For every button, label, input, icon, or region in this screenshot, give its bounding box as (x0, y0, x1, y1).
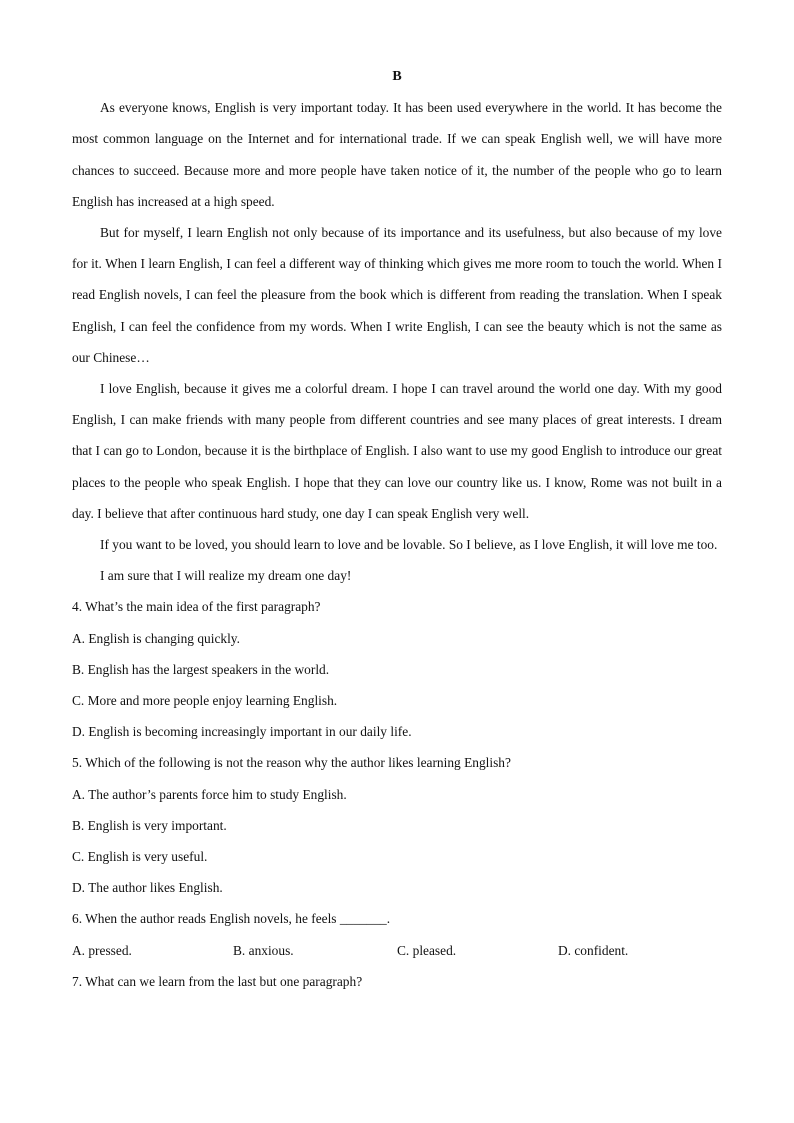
options-row (72, 935, 722, 966)
question-4 (72, 591, 722, 747)
question-stem: 7. What can we learn from the last but one paragraph? (72, 973, 363, 989)
option-b: B. English is very important. (72, 817, 227, 833)
passage-paragraph-5: I am sure that I will realize my dream one day! (100, 568, 352, 584)
passage-paragraph-1: As everyone knows, English is very important today. It has been used everywhere in the world. It has become the most common language on the Internet and for international trade. If we can speak English well, we will have more chances to succeed. Because more and more people have taken notice of it, the number of the people who go to learn English has increased at a high speed. (72, 100, 722, 209)
option-b: B. English has the largest speakers in the world. (72, 661, 330, 677)
option-a: A. pressed. (72, 942, 132, 958)
question-stem: 5. Which of the following is not the reason why the author likes learning English? (72, 755, 511, 771)
question-6 (72, 903, 722, 965)
option-d: D. English is becoming increasingly important in our daily life. (72, 724, 412, 740)
question-5 (72, 747, 722, 903)
option-c: C. pleased. (397, 942, 457, 958)
option-b: B. anxious. (233, 942, 294, 958)
section-title: B (392, 69, 402, 84)
document-content (72, 61, 722, 997)
question-stem: 4. What’s the main idea of the first paragraph? (72, 599, 321, 615)
option-d: D. The author likes English. (72, 880, 223, 896)
passage-paragraph-3: I love English, because it gives me a colorful dream. I hope I can travel around the world one day. With my good English, I can make friends with many people from different countries and see many places of great interests. I dream that I can go to London, because it is the birthplace of English. I also want to use my good English to introduce our great places to the people who speak English. I hope that they can love our country like us. I know, Rome was not built in a day. I believe that after continuous hard study, one day I can speak English very well. (72, 381, 722, 521)
passage-paragraph-2: But for myself, I learn English not only because of its importance and its usefulness, but also because of my love for it. When I learn English, I can feel a different way of thinking which gives me more room to touch the world. When I read English novels, I can feel the pleasure from the book which is different from reading the translation. When I speak English, I can feel the confidence from my words. When I write English, I can see the beauty which is not the same as our Chinese… (72, 225, 722, 365)
option-d: D. confident. (558, 942, 629, 958)
option-c: C. More and more people enjoy learning English. (72, 693, 338, 709)
option-a: A. The author’s parents force him to study English. (72, 786, 347, 802)
question-7 (72, 966, 722, 997)
question-stem: 6. When the author reads English novels, he feels _______. (72, 911, 391, 927)
option-c: C. English is very useful. (72, 849, 208, 865)
option-a: A. English is changing quickly. (72, 630, 240, 646)
passage-paragraph-4: If you want to be loved, you should learn to love and be lovable. So I believe, as I love English, it will love me too. (100, 537, 718, 553)
